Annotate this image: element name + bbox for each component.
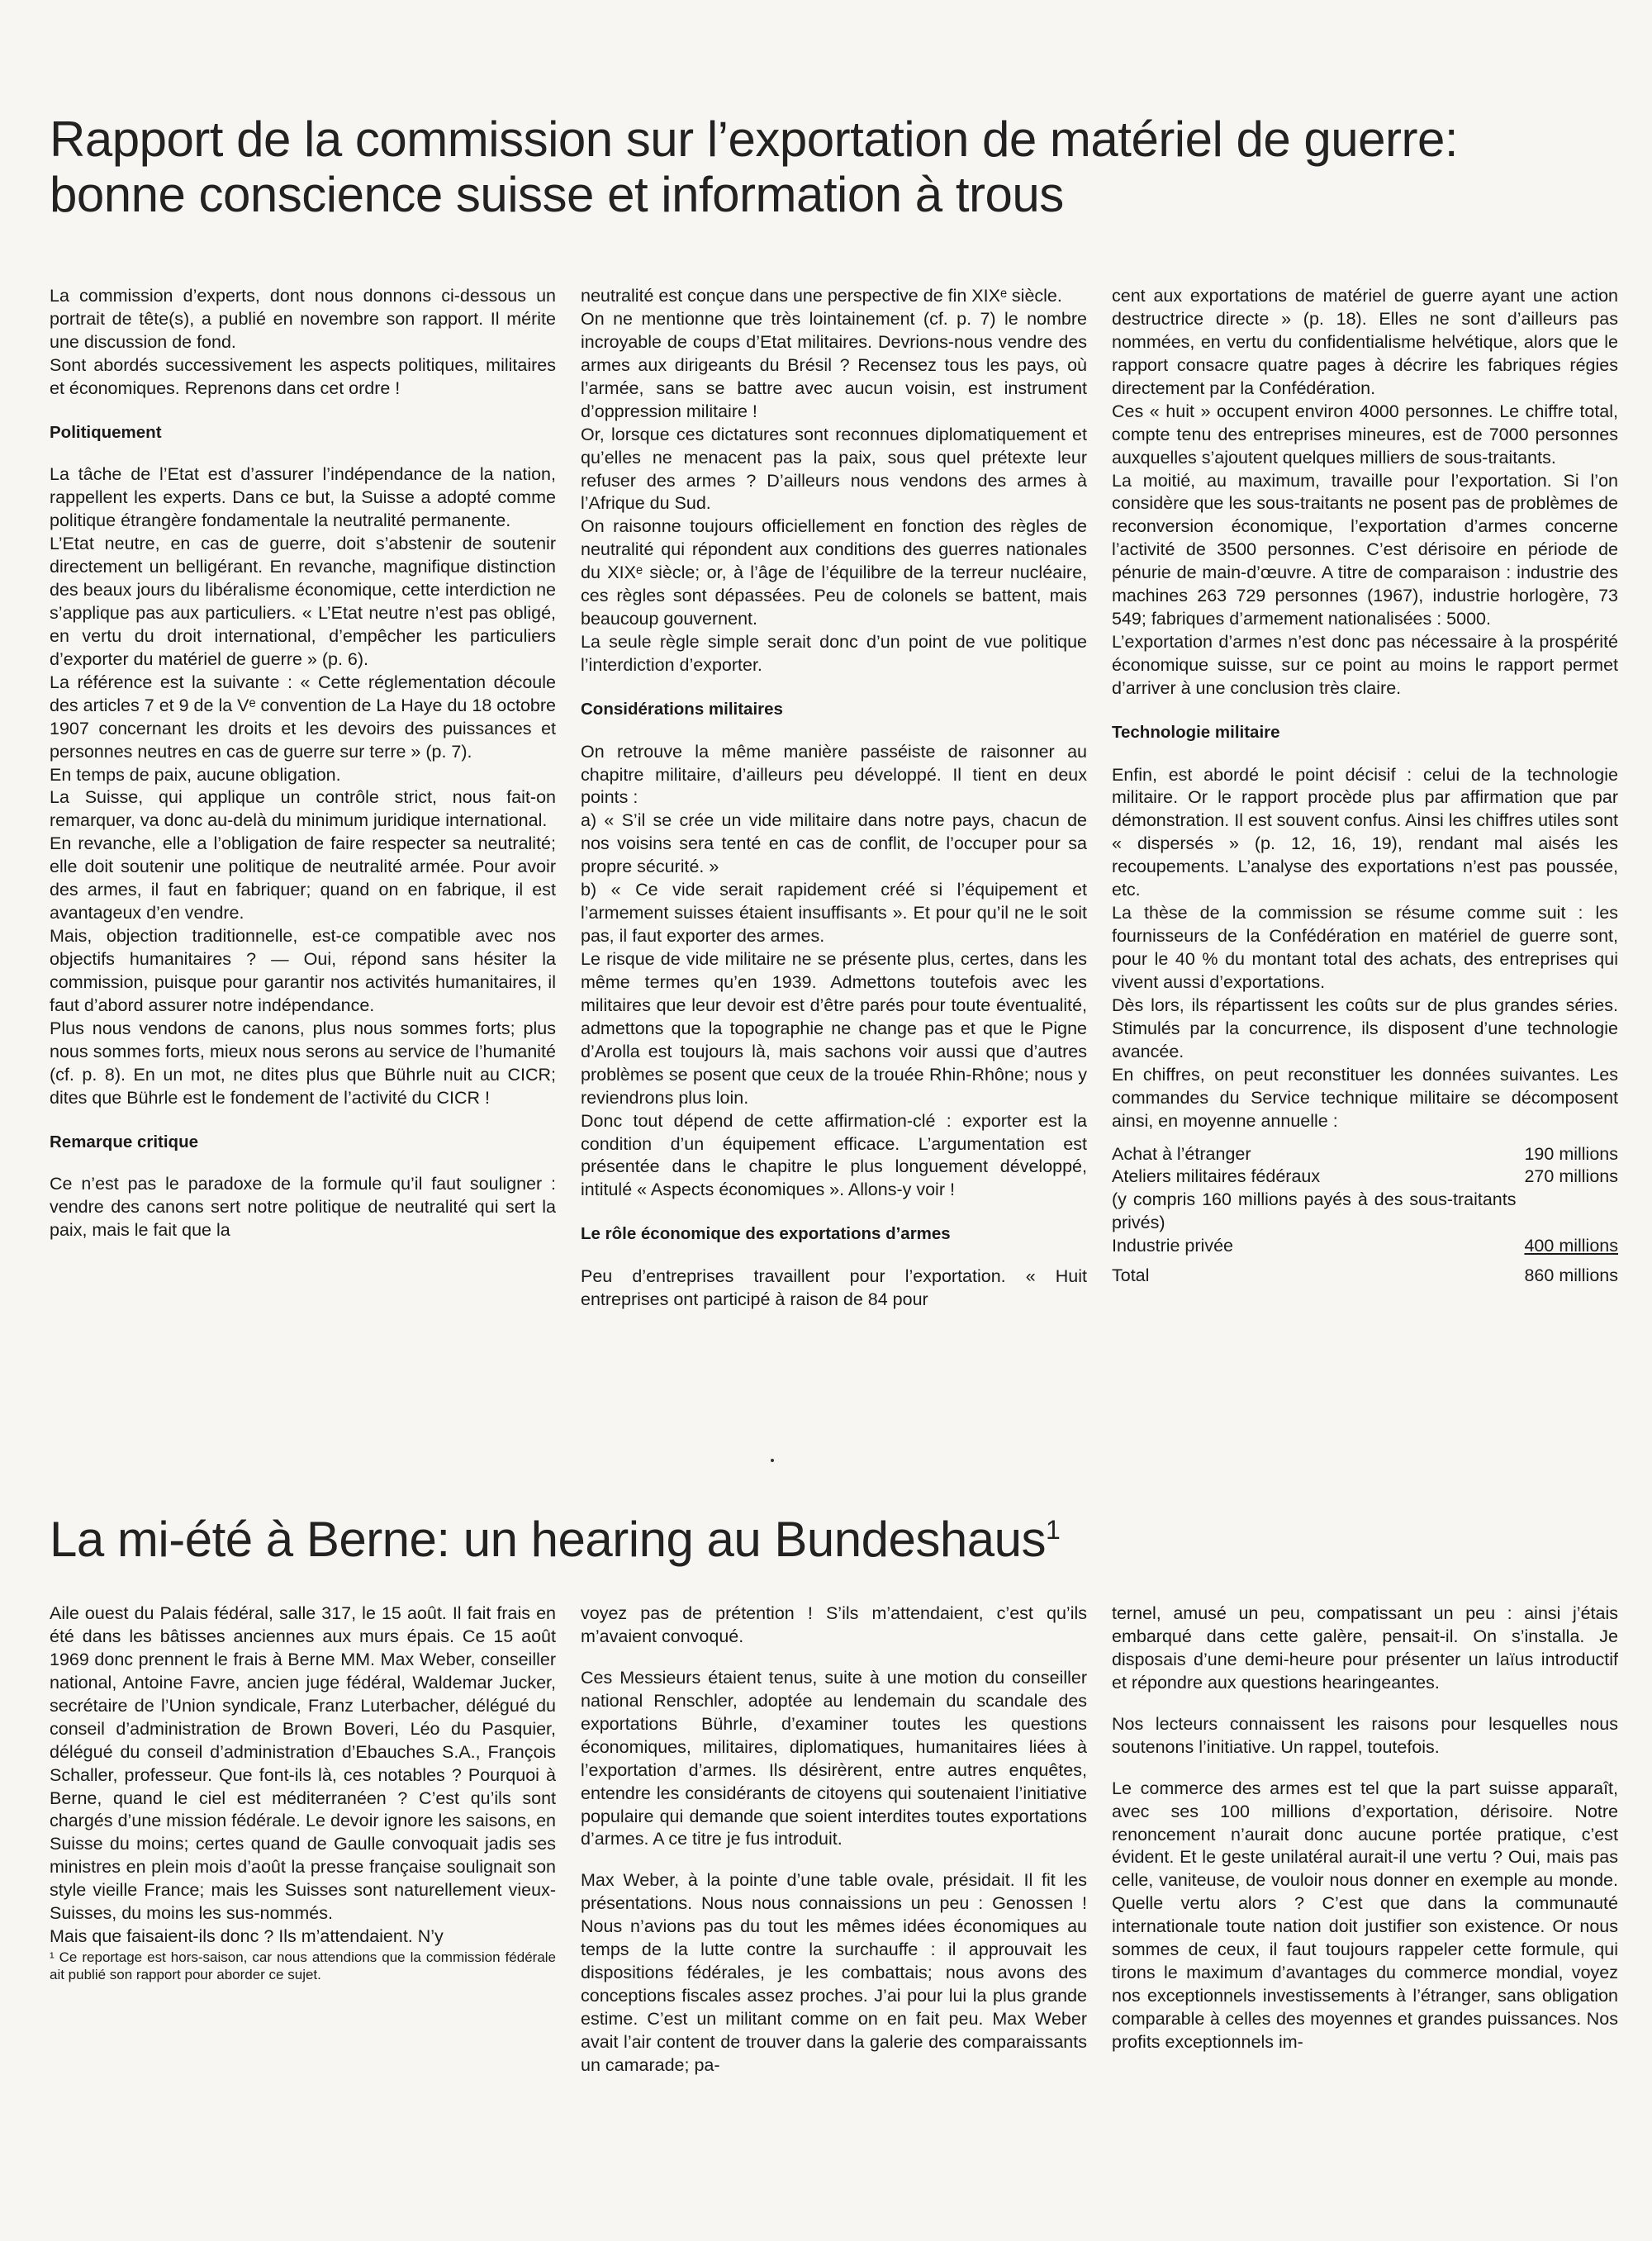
section-heading: Remarque critique — [50, 1132, 198, 1151]
paragraph: neutralité est conçue dans une perspective de fin XIXᵉ siècle. — [581, 286, 1062, 306]
paragraph: La référence est la suivante : « Cette réglementation découle des articles 7 et 9 de la Vᵉ convention de La Haye du 18 octobre 1907 concernant les droits et les devoirs des puissances et personnes neutres en cas de guerre sur terre » (p. 7). — [50, 672, 556, 762]
table-amount: 270 millions — [1524, 1166, 1618, 1187]
paragraph: Peu d’entreprises travaillent pour l’exportation. « Huit entreprises ont participé à raison de 84 pour — [581, 1265, 1087, 1309]
paragraph: Aile ouest du Palais fédéral, salle 317, le 15 août. Il fait frais en été dans les bâtisses anciennes aux murs épais. Ce 15 août 1969 donc prennent le frais à Berne MM. Max Weber, conseiller national, Antoine Favre, ancien juge fédéral, Waldemar Jucker, secrétaire de l’Union syndicale, Franz Luterbacher, délégué du conseil d’administration de Brown Boveri, Léo du Pasquier, délégué du conseil d’administration d’Ebauches S.A., François Schaller, professeur. Que font-ils là, ces notables ? Pourquoi à Berne, quand le ciel est méditerranéen ? C’est qu’ils sont chargés d’une mission fédérale. Le devoir ignore les saisons, en Suisse du moins; certes quand de Gaulle convoquait jadis ses ministres en plein mois d’août la presse française soulignait son style vieille France; mais les Suisses sont naturellement vieux-Suisses, du moins les sus-nommés. — [50, 1603, 556, 1924]
column-3 — [1112, 285, 1618, 1312]
paragraph: On raisonne toujours officiellement en fonction des règles de neutralité qui répondent aux conditions des guerres nationales du XIXᵉ siècle; or, à l’âge de l’équilibre de la terreur nucléaire, ces règles sont dépassées. Peu de colonels se battent, mais beaucoup gouvernent. — [581, 516, 1087, 629]
column-1 — [50, 1602, 556, 2077]
paragraph: La Suisse, qui applique un contrôle strict, nous fait-on remarquer, va donc au-delà du minimum juridique international. — [50, 787, 556, 831]
table-amount: 860 millions — [1524, 1265, 1618, 1286]
column-3 — [1112, 1602, 1618, 2077]
title-text: La mi-été à Berne: un hearing au Bundeshaus — [50, 1512, 1047, 1567]
paragraph: voyez pas de prétention ! S’ils m’attendaient, c’est qu’ils m’avaient convoqué. — [581, 1603, 1087, 1646]
column-1 — [50, 285, 556, 1312]
paragraph: Ces « huit » occupent environ 4000 personnes. Le chiffre total, compte tenu des entreprises mineures, est de 7000 personnes auxquelles s’ajoutent quelques milliers de sous-traitants. — [1112, 401, 1618, 468]
article-title — [50, 1512, 1619, 1567]
column-2 — [581, 285, 1087, 1312]
paragraph: a) « S’il se crée un vide militaire dans notre pays, chacun de nos voisins sera tenté en cas de conflit, de l’occuper pour sa propre sécurité. » — [581, 810, 1087, 877]
table-total-row — [1112, 1258, 1618, 1288]
paragraph: b) « Ce vide serait rapidement créé si l’équipement et l’armement suisses étaient insuffisants ». Et pour qu’il ne le soit pas, il faut exporter des armes. — [581, 880, 1087, 947]
table-label: Industrie privée — [1112, 1236, 1233, 1256]
paragraph: L’Etat neutre, en cas de guerre, doit s’abstenir de soutenir directement un belligérant. En revanche, magnifique distinction des beaux jours du libéralisme économique, cette interdiction ne s’applique pas aux particuliers. « L’Etat neutre n’est pas obligé, en vertu du droit international, d’empêcher les particuliers d’exporter du matériel de guerre » (p. 6). — [50, 534, 556, 669]
article-hearing — [50, 1512, 1619, 2075]
paragraph: Ce n’est pas le paradoxe de la formule qu’il faut souligner : vendre des canons sert notre politique de neutralité qui sert la paix, mais le fait que la — [50, 1174, 556, 1241]
paragraph: En chiffres, on peut reconstituer les données suivantes. Les commandes du Service technique militaire se décomposent ainsi, en moyenne annuelle : — [1112, 1064, 1618, 1131]
article-export-report — [50, 112, 1619, 1309]
paragraph: En revanche, elle a l’obligation de faire respecter sa neutralité; elle doit soutenir une politique de neutralité armée. Pour avoir des armes, il faut en fabriquer; quand on en fabrique, il est avantageux d’en vendre. — [50, 833, 556, 923]
article-columns — [50, 285, 1619, 1312]
title-line-2: bonne conscience suisse et information à trous — [50, 167, 1064, 223]
section-heading: Le rôle économique des exportations d’armes — [581, 1224, 951, 1244]
section-heading: Considérations militaires — [581, 699, 783, 719]
paragraph: ternel, amusé un peu, compatissant un peu : ainsi j’étais embarqué dans cette galère, pensait-il. On s’installa. Je disposais d’une demi-heure pour présenter un laïus introductif et répondre aux questions hearingeantes. — [1112, 1603, 1618, 1693]
paragraph: Mais que faisaient-ils donc ? Ils m’attendaient. N’y — [50, 1926, 444, 1947]
footnote-marker: 1 — [1046, 1515, 1061, 1545]
paragraph: Donc tout dépend de cette affirmation-clé : exporter est la condition d’un équipement efficace. L’argumentation est présentée dans le chapitre le plus longuement développé, intitulé « Aspects économiques ». Allons-y voir ! — [581, 1110, 1087, 1200]
table-amount: 400 millions — [1524, 1236, 1618, 1256]
paragraph: Ces Messieurs étaient tenus, suite à une motion du conseiller national Renschler, adoptée au lendemain du scandale des exportations Bührle, d’examiner toutes les questions économiques, militaires, diplomatiques, humanitaires liées à l’exportation d’armes. Ils désirèrent, entre autres enquêtes, entendre les considérants de citoyens qui soutenaient l’initiative populaire qui demande que soient interdites toutes exportations d’armes. A ce titre je fus introduit. — [581, 1667, 1087, 1849]
column-2 — [581, 1602, 1087, 2077]
paragraph: Le risque de vide militaire ne se présente plus, certes, dans les même termes qu’en 1939. Admettons toutefois avec les militaires que leur devoir est d’être parés pour toute éventualité, admettons que la topographie ne change pas et que le Pigne d’Arolla est toujours là, mais sachons voir aussi que d’autres problèmes se posent que ceux de la trouée Rhin-Rhône; nous y reviendrons plus loin. — [581, 949, 1087, 1108]
paragraph: La tâche de l’Etat est d’assurer l’indépendance de la nation, rappellent les experts. Dans ce but, la Suisse a adopté comme politique étrangère fondamentale la neutralité permanente. — [50, 464, 556, 531]
table-row — [1112, 1143, 1618, 1166]
paragraph: Max Weber, à la pointe d’une table ovale, présidait. Il fit les présentations. Nous nous connaissions un peu : Genossen ! Nous n’avions pas du tout les mêmes idées économiques au temps de la lutte contre la surchauffe : il approuvait les dispositions fédérales, je les combattais; nous avons des conceptions fiscales assez proches. J’ai pour lui la plus grande estime. C’est un militant comme on en fait peu. Max Weber avait l’air content de trouver dans la galerie des comparaissants un camarade; pa- — [581, 1870, 1087, 2075]
table-amount — [1516, 1189, 1618, 1235]
title-line-1: Rapport de la commission sur l’exportation de matériel de guerre: — [50, 112, 1459, 167]
paragraph: La seule règle simple serait donc d’un point de vue politique l’interdiction d’exporter. — [581, 632, 1087, 675]
footnote: ¹ Ce reportage est hors-saison, car nous attendions que la commission fédérale ait publié son rapport pour aborder ce sujet. — [50, 1949, 556, 1983]
section-heading: Politiquement — [50, 422, 162, 442]
paragraph: On retrouve la même manière passéiste de raisonner au chapitre militaire, d’ailleurs peu développé. Il tient en deux points : — [581, 741, 1087, 808]
procurement-table — [1112, 1143, 1618, 1289]
paragraph: L’exportation d’armes n’est donc pas nécessaire à la prospérité économique suisse, sur ce point au moins le rapport permet d’arriver à une conclusion très claire. — [1112, 632, 1618, 698]
article-columns — [50, 1602, 1619, 2077]
section-heading: Technologie militaire — [1112, 722, 1280, 742]
paragraph: Dès lors, ils répartissent les coûts sur de plus grandes séries. Stimulés par la concurrence, ils disposent d’une technologie avancée. — [1112, 995, 1618, 1061]
paragraph: La thèse de la commission se résume comme suit : les fournisseurs de la Confédération en matériel de guerre sont, pour le 40 % du montant total des achats, des entreprises qui vivent aussi d’exportations. — [1112, 903, 1618, 992]
table-label: (y compris 160 millions payés à des sous-traitants privés) — [1112, 1189, 1517, 1233]
paragraph: La moitié, au maximum, travaille pour l’exportation. Si l’on considère que les sous-traitants ne posent pas de problèmes de reconversion économique, l’exportation d’armes concerne l’activité de 3500 personnes. C’est dérisoire en période de pénurie de main-d’œuvre. A titre de comparaison : industrie des machines 263 729 personnes (1967), industrie horlogère, 73 549; fabriques d’armement nationalisées : 5000. — [1112, 470, 1618, 629]
print-speck — [771, 1459, 774, 1462]
paragraph: En temps de paix, aucune obligation. — [50, 764, 341, 785]
article-title — [50, 112, 1619, 222]
paragraph: On ne mentionne que très lointainement (cf. p. 7) le nombre incroyable de coups d’Etat militaires. Devrions-nous vendre des armes aux dirigeants du Brésil ? Recensez tous les pays, où l’armée, sans se battre avec aucun voisin, est instrument d’oppression militaire ! — [581, 308, 1087, 421]
paragraph: Sont abordés successivement les aspects politiques, militaires et économiques. Reprenons dans cet ordre ! — [50, 354, 556, 398]
table-amount: 190 millions — [1524, 1143, 1618, 1164]
paragraph: Enfin, est abordé le point décisif : celui de la technologie militaire. Or le rapport procède plus par affirmation que par démonstration. Il est souvent confus. Ainsi les chiffres utiles sont « dispersés » (p. 12, 16, 19), rendant mal aisés les recoupements. L’analyse des exportations n’est pas poussée, etc. — [1112, 764, 1618, 900]
table-row — [1112, 1189, 1618, 1235]
table-row — [1112, 1166, 1618, 1189]
paragraph: Mais, objection traditionnelle, est-ce compatible avec nos objectifs humanitaires ? — Oui, répond sans hésiter la commission, puisque pour garantir nos activités humanitaires, il faut d’abord assurer notre indépendance. — [50, 926, 556, 1015]
paragraph: La commission d’experts, dont nous donnons ci-dessous un portrait de tête(s), a publié en novembre son rapport. Il mérite une discussion de fond. — [50, 286, 556, 352]
paragraph: Plus nous vendons de canons, plus nous sommes forts; plus nous sommes forts, mieux nous serons au service de l’humanité (cf. p. 8). En un mot, ne dites plus que Bührle nuit au CICR; dites que Bührle est le fondement de l’activité du CICR ! — [50, 1018, 556, 1108]
table-label: Ateliers militaires fédéraux — [1112, 1166, 1321, 1187]
paragraph: cent aux exportations de matériel de guerre ayant une action destructrice directe » (p. 18). Elles ne sont d’ailleurs pas nommées, en vertu du confidentialisme helvétique, alors que le rapport consacre quatre pages à décrire les fabriques régies directement par la Confédération. — [1112, 286, 1618, 398]
table-label: Total — [1112, 1265, 1150, 1286]
paragraph: Or, lorsque ces dictatures sont reconnues diplomatiquement et qu’elles ne menacent pas la paix, sous quel prétexte leur refuser des armes ? D’ailleurs nous vendons des armes à l’Afrique du Sud. — [581, 424, 1087, 514]
table-label: Achat à l’étranger — [1112, 1143, 1251, 1164]
paragraph: Nos lecteurs connaissent les raisons pour lesquelles nous soutenons l’initiative. Un rappel, toutefois. — [1112, 1713, 1618, 1757]
table-row — [1112, 1235, 1618, 1258]
paragraph: Le commerce des armes est tel que la part suisse apparaît, avec ses 100 millions d’exportation, dérisoire. Notre renoncement n’aurait donc aucune portée pratique, c’est évident. Et le geste unilatéral aurait-il une vertu ? Oui, mais pas celle, vaniteuse, de vouloir nous donner en exemple au monde. Quelle vertu alors ? C’est que dans la communauté internationale toute nation doit justifier son existence. Or nous sommes de ceux, il faut toujours rappeler cette formule, qui tirons le maximum d’avantages du commerce mondial, voyez nos exceptionnels investissements à l’étranger, sans obligation comparable à celles des moyennes et grandes puissances. Nos profits exceptionnels im- — [1112, 1778, 1618, 2052]
